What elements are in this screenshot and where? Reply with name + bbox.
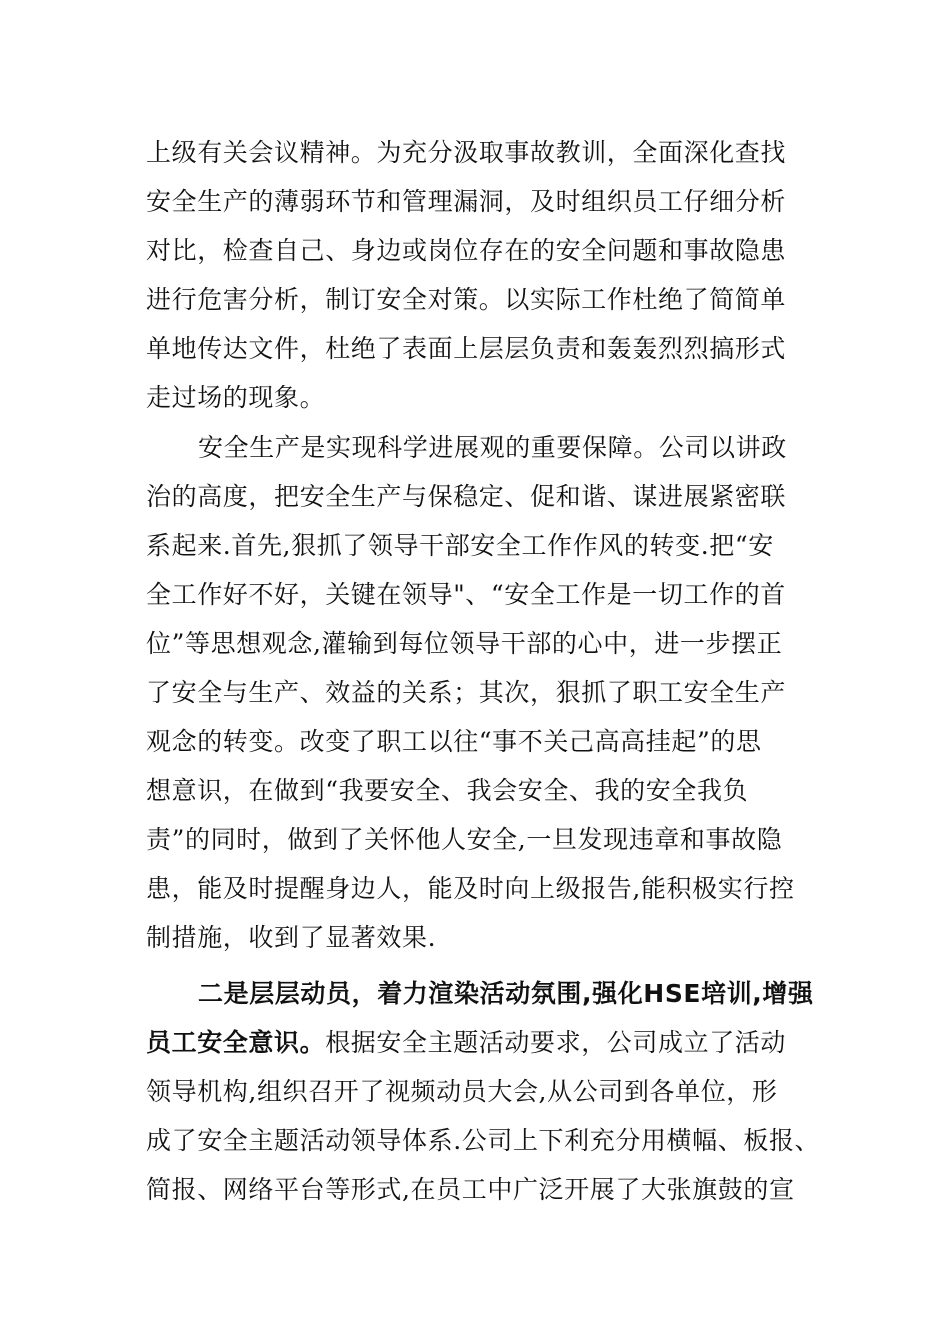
paragraph-line: 对比，检查自己、身边或岗位存在的安全问题和事故隐患 (146, 236, 787, 265)
paragraph-line: 单地传达文件，杜绝了表面上层层负责和轰轰烈烈搞形式 (146, 334, 787, 363)
paragraph-line: 简报、网络平台等形式,在员工中广泛开展了大张旗鼓的宣 (146, 1175, 795, 1204)
paragraph-line: 患，能及时提醒身边人，能及时向上级报告,能积极实行控 (146, 874, 795, 903)
paragraph-line: 成了安全主题活动领导体系.公司上下利充分用横幅、板报、 (146, 1126, 821, 1155)
paragraph-line: 全工作好不好，关键在领导"、“安全工作是一切工作的首 (146, 580, 786, 609)
paragraph-line: 想意识，在做到“我要安全、我会安全、我的安全我负 (146, 776, 749, 805)
paragraph-line: 责”的同时，做到了关怀他人安全,一旦发现违章和事故隐 (146, 825, 783, 854)
paragraph-line: 观念的转变。改变了职工以往“事不关己高高挂起”的思 (146, 727, 762, 756)
paragraph-3 (146, 969, 826, 1214)
section-heading-tail: 员工安全意识。 (146, 1028, 326, 1057)
paragraph-line: 走过场的现象。 (146, 383, 326, 412)
paragraph-line: 上级有关会议精神。为充分汲取事故教训，全面深化查找 (146, 138, 787, 167)
paragraph-line: 安全生产的薄弱环节和管理漏洞，及时组织员工仔细分析 (146, 187, 787, 216)
paragraph-line-rest: 根据安全主题活动要求，公司成立了活动 (325, 1028, 787, 1057)
paragraph-line (146, 1018, 826, 1067)
paragraph-line: 了安全与生产、效益的关系；其次，狠抓了职工安全生产 (146, 678, 787, 707)
paragraph-line: 治的高度，把安全生产与保稳定、促和谐、谋进展紧密联 (146, 482, 787, 511)
paragraph-line: 位”等思想观念,灌输到每位领导干部的心中，进一步摆正 (146, 629, 783, 658)
section-heading-line: 二是层层动员，着力渲染活动氛围,强化HSE培训,增强 (198, 979, 814, 1008)
paragraph-line: 制措施，收到了显著效果. (146, 923, 437, 952)
paragraph-line: 进行危害分析，制订安全对策。以实际工作杜绝了简简单 (146, 285, 787, 314)
paragraph-line: 系起来.首先,狠抓了领导干部安全工作作风的转变.把“安 (146, 531, 774, 560)
paragraph-2 (146, 423, 826, 962)
paragraph-line: 领导机构,组织召开了视频动员大会,从公司到各单位，形 (146, 1077, 778, 1106)
paragraph-1 (146, 128, 826, 422)
paragraph-line: 安全生产是实现科学进展观的重要保障。公司以讲政 (198, 433, 787, 462)
